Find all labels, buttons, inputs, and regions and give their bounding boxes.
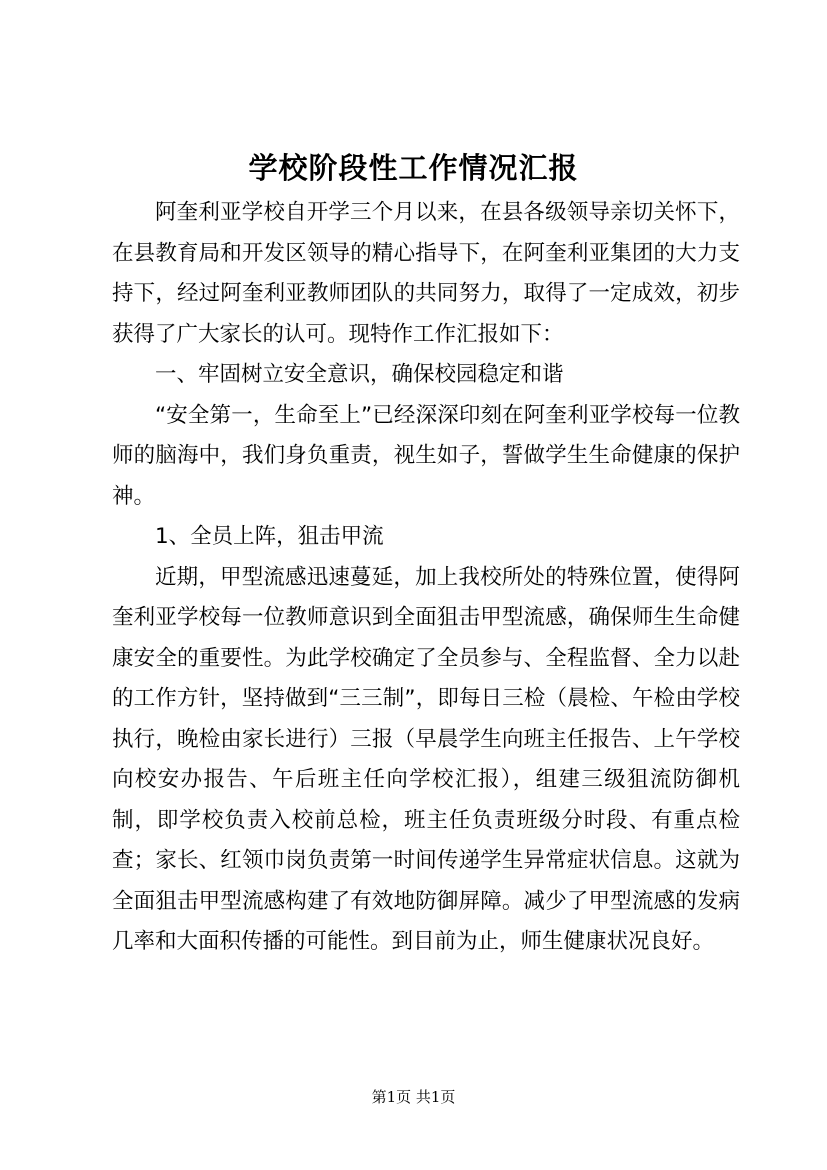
paragraph-flu: 近期，甲型流感迅速蔓延，加上我校所处的特殊位置，使得阿奎利亚学校每一位教师意识到全面狙击甲型流感，确保师生生命健康安全的重要性。为此学校确定了全员参与、全程监督、全力以赴的工作方针，坚持做到“三三制”，即每日三检（晨检、午检由学校执行，晚检由家长进行）三报（早晨学生向班主任报告、上午学校向校安办报告、午后班主任向学校汇报），组建三级狙流防御机制，即学校负责入校前总检，班主任负责班级分时段、有重点检查；家长、红领巾岗负责第一时间传递学生异常症状信息。这就为全面狙击甲型流感构建了有效地防御屏障。减少了甲型流感的发病几率和大面积传播的可能性。到目前为止，师生健康状况良好。 [112,564,740,954]
subsection-heading-flu: 1、全员上阵，狙击甲流 [155,524,384,549]
document-body [112,193,740,963]
paragraph-intro: 阿奎利亚学校自开学三个月以来，在县各级领导亲切关怀下，在县教育局和开发区领导的精心指导下，在阿奎利亚集团的大力支持下，经过阿奎利亚教师团队的共同努力，取得了一定成效，初步获得了广大家长的认可。现特作工作汇报如下： [112,200,740,347]
page-footer: 第1页 共1页 [371,1088,456,1106]
section-heading-safety: 一、牢固树立安全意识，确保校园稳定和谐 [155,362,564,387]
paragraph-safety: “安全第一，生命至上”已经深深印刻在阿奎利亚学校每一位教师的脑海中，我们身负重责，视生如子，誓做学生生命健康的保护神。 [112,402,740,509]
document-title: 学校阶段性工作情况汇报 [248,151,579,185]
